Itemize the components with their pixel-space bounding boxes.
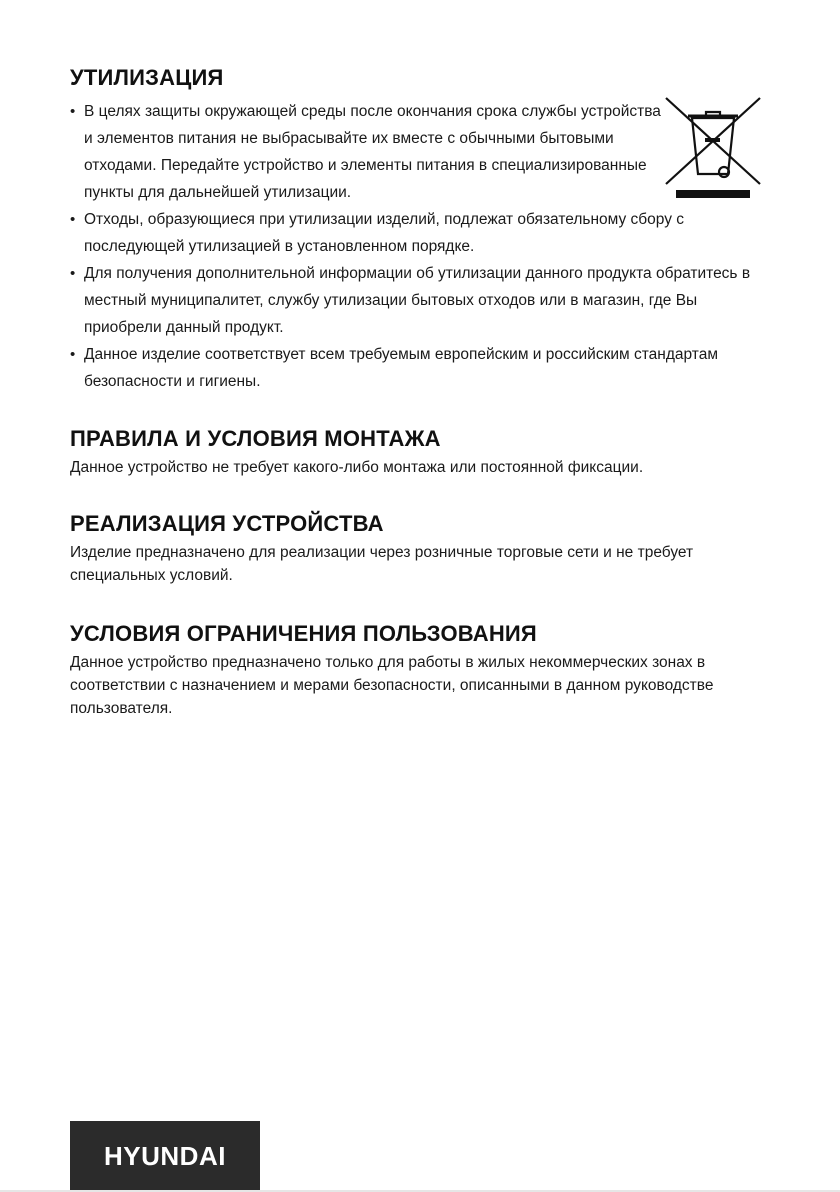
section-limits	[70, 620, 770, 720]
mounting-text: Данное устройство не требует какого-либо монтажа или постоянной фиксации.	[70, 459, 644, 476]
crossed-out-wheelie-bin-icon	[662, 94, 764, 200]
sale-text: Изделие предназначено для реализации через розничные торговые сети и не требует специальных условий.	[70, 544, 694, 584]
utilization-bullet-1: • В целях защиты окружающей среды после окончания срока службы устройства и элементов питания не выбрасывайте их вместе с обычными бытовыми отходами. Передайте устройство и элементы питания в специализированные пункты для дальнейшей утилизации.	[70, 98, 664, 206]
section-title-utilization: УТИЛИЗАЦИЯ	[70, 65, 224, 90]
section-title-sale: РЕАЛИЗАЦИЯ УСТРОЙСТВА	[70, 511, 384, 536]
limits-text: Данное устройство предназначено только для работы в жилых некоммерческих зонах в соответствии с назначением и мерами безопасности, описанными в данном руководстве пользователя.	[70, 654, 714, 717]
section-sale	[70, 510, 770, 587]
utilization-bullet-3: • Для получения дополнительной информации об утилизации данного продукта обратитесь в местный муниципалитет, службу утилизации бытовых отходов или в магазин, где Вы приобрели данный продукт.	[70, 260, 770, 341]
section-title-mounting: ПРАВИЛА И УСЛОВИЯ МОНТАЖА	[70, 426, 441, 451]
logo-text: HYUNDAI	[104, 1141, 226, 1171]
utilization-bullet-2: • Отходы, образующиеся при утилизации изделий, подлежат обязательному сбору с последующей утилизацией в установленном порядке.	[70, 206, 770, 260]
hyundai-logo	[70, 1121, 260, 1192]
utilization-bullet-4: • Данное изделие соответствует всем требуемым европейским и российским стандартам безопасности и гигиены.	[70, 341, 770, 395]
section-mounting	[70, 425, 770, 479]
section-title-limits: УСЛОВИЯ ОГРАНИЧЕНИЯ ПОЛЬЗОВАНИЯ	[70, 621, 537, 646]
